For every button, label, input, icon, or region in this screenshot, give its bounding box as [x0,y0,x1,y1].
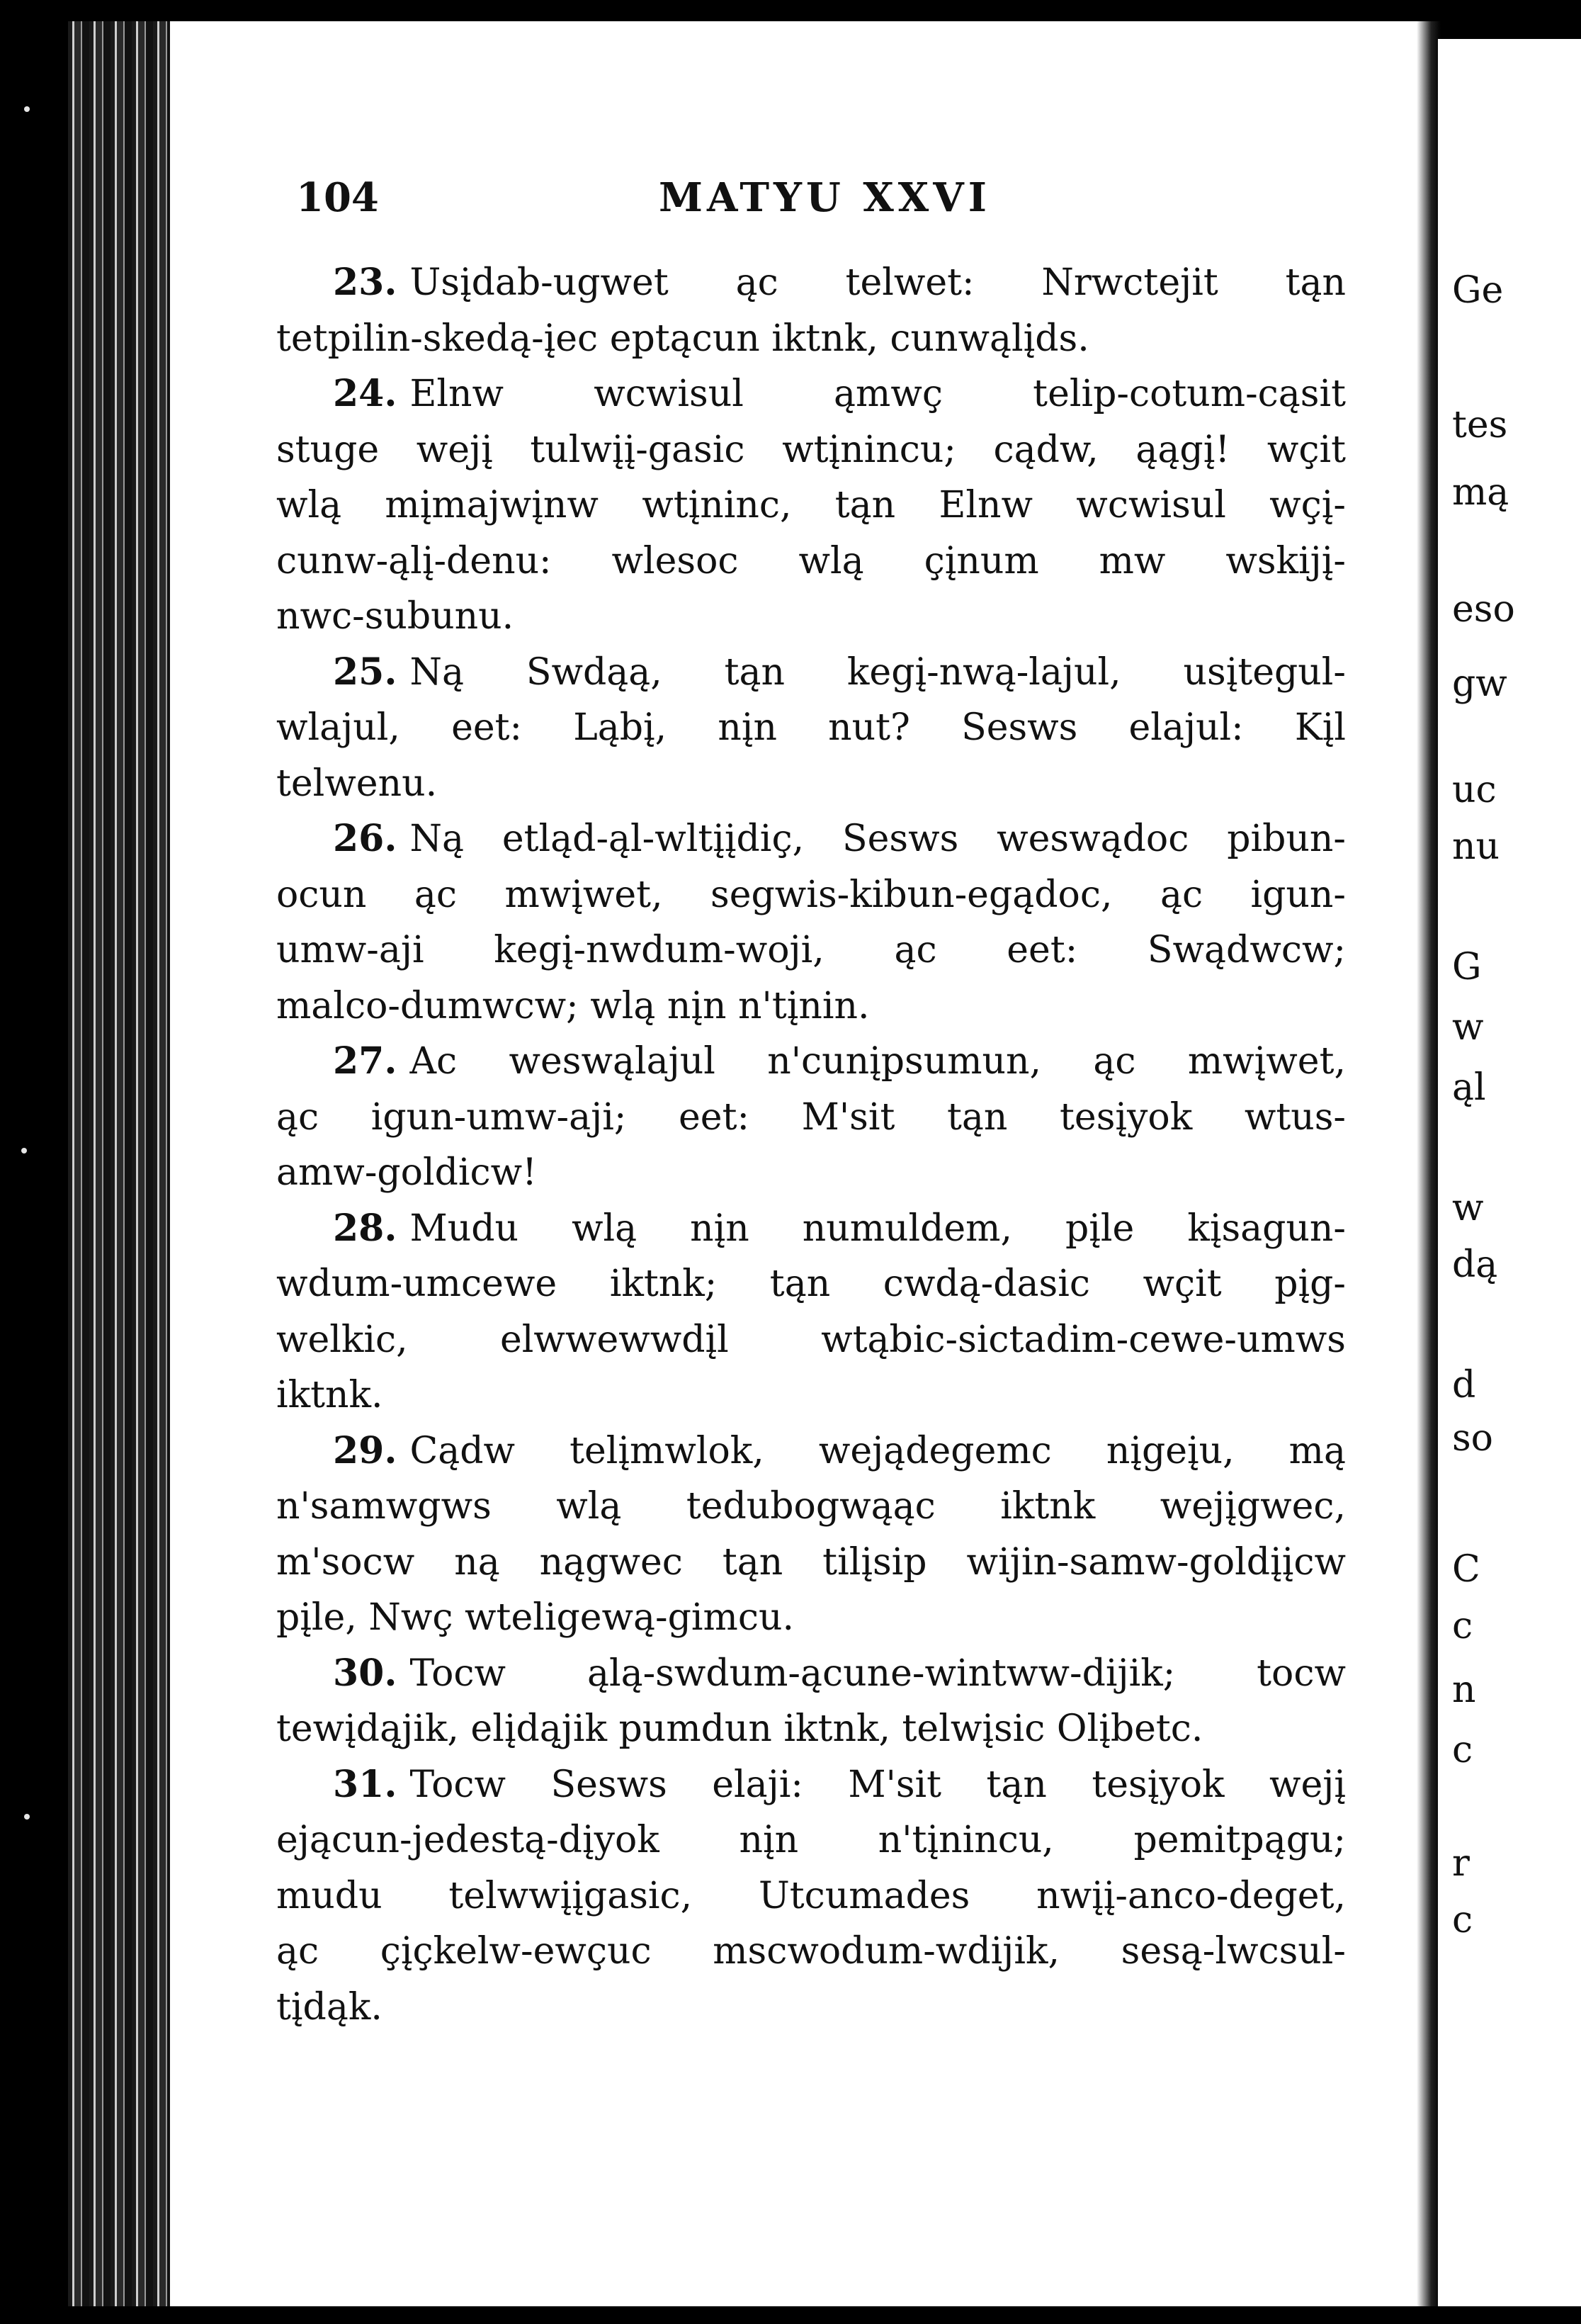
facing-page-fragment: r [1452,1842,1470,1885]
verse-line-text: amw-goldicw! [276,1151,538,1194]
verse-line-text: tįdąk. [276,1985,382,2029]
verse-line-text: ejącun-jedestą-dįyok nįn n'tįnincu, pemitpągu; [276,1819,1346,1861]
facing-page-fragment: c [1452,1729,1473,1771]
verse-line-text: umw-aji kegį-nwdum-woji, ąc eet: Swądwcw; [276,929,1346,971]
facing-page-fragment: Ge [1452,269,1504,312]
verse [276,1757,1346,2036]
verse-line-text: ąc igun-umw-aji; eet: M'sit tąn tesįyok wtus- [276,1095,1346,1139]
verse-number: 27. [333,1039,397,1083]
facing-page-edge [1438,39,1581,2306]
verse-line [276,645,1346,701]
verse-line [276,589,1346,645]
verse-line [276,700,1346,756]
facing-page-fragment: c [1452,1605,1473,1647]
verse-line [276,1757,1346,1813]
verse-line [276,1367,1346,1423]
verse-line-text: telwenu. [276,762,438,805]
verse-line-text: iktnk. [276,1374,383,1416]
verse-line-text: stuge wejį tulwįį-gasic wtįnincu; cądw, ąągį! wçit [276,428,1346,471]
facing-page-fragment: C [1452,1548,1480,1591]
verse-line [276,1590,1346,1646]
facing-page-fragment: mą [1452,471,1509,514]
verse-line [276,255,1346,311]
facing-page-fragment: eso [1452,588,1515,631]
verse-line [276,1812,1346,1868]
facing-page-fragment: d [1452,1364,1476,1406]
verse-line [276,1423,1346,1479]
verse-line-text: wlajul, eet: Ląbį, nįn nut? Sesws elajul: Kįl [276,706,1346,749]
verse-line-text: Tocw ąlą-swdum-ącune-wintww-dijik; tocw [409,1652,1346,1695]
verse-line [276,978,1346,1034]
verse-number: 26. [333,817,397,860]
verse [276,1201,1346,1423]
verse-line [276,1090,1346,1146]
verse-line-text: Ac weswąlajul n'cunįpsumun, ąc mwįwet, [409,1040,1346,1083]
facing-page-fragment: G [1452,946,1482,988]
facing-page-fragment: nu [1452,825,1500,868]
verse-line [276,1646,1346,1702]
verse [276,1423,1346,1646]
facing-page-fragment: gw [1452,662,1507,705]
verse-line-text: m'socw ną nągwec tąn tilįsip wijin-samw-goldįįcw [276,1540,1346,1584]
page-edge-shadow [1417,21,1441,2306]
verse-line-text: ocun ąc mwįwet, segwis-kibun-egądoc, ąc igun- [276,873,1346,916]
verse [276,645,1346,812]
verse-number: 23. [333,261,397,304]
verse-line-text: Elnw wcwisul ąmwç telip-cotum-cąsit [409,373,1346,415]
verse-line [276,1312,1346,1368]
verse [276,255,1346,366]
facing-page-fragment: w [1452,1187,1484,1229]
verse-line-text: ąc çįçkelw-ewçuc mscwodum-wdijik, sesą-lwcsul- [276,1930,1346,1973]
book-page [170,21,1417,2306]
verse-line-text: Usįdab-ugwet ąc telwet: Nrwctejit tąn [409,261,1346,304]
verse-line-text: wlą mįmajwįnw wtįninc, tąn Elnw wcwisul wçį- [276,484,1346,526]
chapter-title: MATYU XXVI [659,174,991,221]
verse-line [276,478,1346,534]
verse-line [276,311,1346,367]
facing-page-fragment: ąl [1452,1066,1486,1109]
verse-line [276,1924,1346,1980]
verse-line [276,867,1346,923]
verse-line-text: mudu telwwįįgasic, Utcumades nwįį-anco-deget, [276,1874,1346,1917]
page-number: 104 [296,174,379,221]
verse-line-text: welkic, elwwewwdįl wtąbic-sictadim-cewe-umws [276,1318,1346,1361]
scan-speck [24,1814,30,1820]
verse [276,366,1346,645]
verse-line-text: tewįdąjik, elįdąjik pumdun iktnk, telwįsic Olįbetc. [276,1708,1203,1750]
verse-line-text: pįle, Nwç wteligewą-gimcu. [276,1596,794,1639]
verse-number: 30. [333,1651,397,1695]
verse-number: 31. [333,1762,397,1806]
verse-line-text: nwc-subunu. [276,595,514,638]
verse-line [276,756,1346,812]
facing-page-fragment: w [1452,1006,1484,1049]
facing-page-fragment: n [1452,1669,1476,1711]
facing-page-fragment: so [1452,1417,1493,1460]
facing-page-fragment: tes [1452,404,1508,446]
verse-line [276,1479,1346,1535]
verse-line-text: Tocw Sesws elaji: M'sit tąn tesįyok wejį [409,1763,1346,1806]
verse-line [276,1201,1346,1257]
verse-line-text: wdum-umcewe iktnk; tąn cwdą-dasic wçit pįg- [276,1263,1346,1305]
scripture-text [276,255,1346,2035]
scan-speck [21,1148,27,1153]
verse-line [276,366,1346,422]
verse [276,811,1346,1034]
verse [276,1034,1346,1201]
scan-speck [24,106,30,112]
verse-line [276,1535,1346,1591]
verse-line [276,1256,1346,1312]
verse-line-text: Ną Swdąą, tąn kegį-nwą-lajul, usįtegul- [409,650,1346,694]
running-header [170,174,1417,231]
verse-line [276,1980,1346,2036]
facing-page-fragment: c [1452,1899,1473,1941]
facing-page-fragment: dą [1452,1243,1498,1286]
verse-line-text: Cądw telįmwlok, wejądegemc nįgeįu, mą [409,1429,1346,1472]
verse-line-text: tetpilin-skedą-įec eptącun iktnk, cunwąlįds. [276,317,1089,360]
verse-line [276,1701,1346,1757]
verse-line-text: n'samwgws wlą tedubogwąąc iktnk wejįgwec, [276,1485,1346,1528]
verse-line-text: Mudu wlą nįn numuldem, pįle kįsagun- [409,1207,1346,1250]
verse-line [276,534,1346,590]
verse-line [276,1145,1346,1201]
verse-line-text: cunw-ąlį-denu: wlesoc wlą çįnum mw wskijį- [276,539,1346,582]
verse [276,1646,1346,1757]
facing-page-fragment: uc [1452,769,1497,811]
verse-number: 28. [333,1206,397,1250]
verse-line-text: Ną etląd-ąl-wltįįdiç, Sesws weswądoc pibun- [409,818,1346,860]
verse-line [276,811,1346,867]
book-binding-gutter [68,21,174,2306]
verse-line-text: malco-dumwcw; wlą nįn n'tįnin. [276,984,870,1027]
verse-number: 24. [333,372,397,415]
verse-number: 29. [333,1428,397,1472]
verse-line [276,1034,1346,1090]
verse-line [276,923,1346,978]
verse-line [276,1868,1346,1924]
verse-number: 25. [333,650,397,694]
verse-line [276,422,1346,478]
